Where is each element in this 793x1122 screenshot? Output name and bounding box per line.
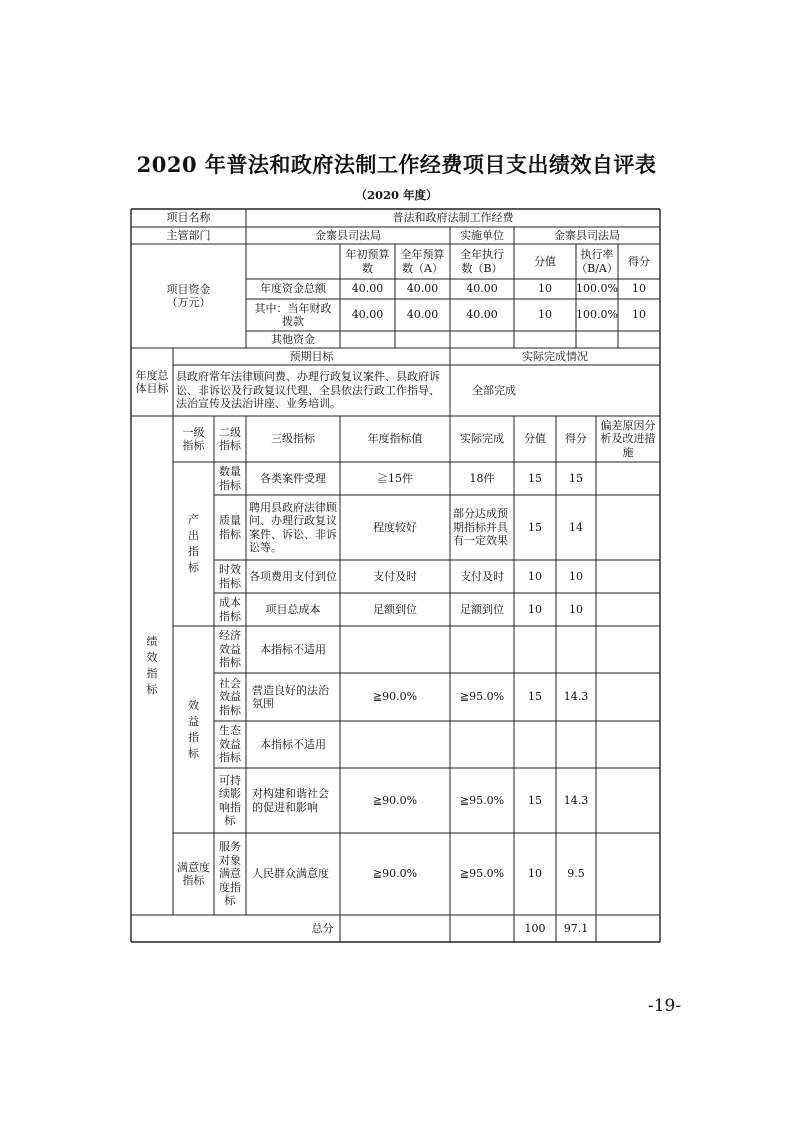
table-row-target: 程度较好 [373,520,417,534]
table-row-target: ≧90.0% [372,793,418,807]
funds-cell: 40.00 [351,308,384,322]
funds-cell: 100.0% [576,308,618,322]
total-label: 总分 [311,921,334,935]
funds-row-other-label: 其他资金 [271,332,315,346]
table-row-level3: 营造良好的法治氛围 [252,683,329,710]
table-row-score: 15 [528,520,542,534]
table-row-level3: 聘用县政府法律顾问、办理行政复议案件、诉讼、非诉讼等。 [249,500,337,554]
table-row-target: ≧90.0% [372,690,418,704]
table-row-level2: 服务对象满意度指标 [219,840,241,908]
table-row-level3: 各类案件受理 [260,471,326,485]
funds-col-initial-budget: 年初预算数 [345,248,390,275]
table-row-level2: 可持续影响指标 [219,773,241,827]
table-row-level3: 人民群众满意度 [252,867,329,881]
table-row-actual: ≧95.0% [459,793,505,807]
table-row-level2: 时效指标 [219,563,241,590]
table-row-score: 10 [528,602,542,616]
table-row-score: 10 [528,867,542,881]
table-row-level2: 成本指标 [219,596,241,623]
table-row-got: 10 [569,602,583,616]
col-level1: 一级指标 [182,425,205,452]
goal-actual-label: 实际完成情况 [522,349,588,363]
table-row-level2: 经济效益指标 [219,629,241,670]
table-row-target: ≧15件 [377,471,413,485]
table-row-actual: 部分达成预期指标并具有一定效果 [453,507,508,548]
table-row-got: 9.5 [567,867,585,881]
goal-label: 年度总体目标 [135,368,169,395]
funds-cell: 40.00 [351,282,384,296]
funds-col-rate: 执行率（B/A） [576,248,618,275]
table-row-got: 14.3 [563,793,589,807]
goal-actual-text: 全部完成 [472,383,516,397]
funds-col-executed: 全年执行数（B） [460,248,504,275]
col-got: 得分 [565,432,587,446]
table-row-actual: 支付及时 [460,569,504,583]
page-title: 2020 年普法和政府法制工作经费项目支出绩效自评表 [136,152,657,177]
table-row-target: ≧90.0% [372,867,418,881]
table-row-target: 足额到位 [373,602,417,616]
project-name-label: 项目名称 [166,211,211,225]
table-row-level3: 项目总成本 [265,602,321,616]
goal-expected-label: 预期目标 [289,349,334,363]
table-row-level3: 本指标不适用 [260,737,326,751]
table-row-actual: ≧95.0% [459,867,505,881]
col-target: 年度指标值 [367,432,423,446]
col-actual: 实际完成 [460,432,504,446]
table-row-got: 10 [569,569,583,583]
funds-cell: 10 [538,282,552,296]
table-row-level3: 对构建和谐社会的促进和影响 [252,787,329,814]
funds-cell: 40.00 [466,282,498,296]
funds-cell: 10 [538,308,552,322]
table-row-level2: 生态效益指标 [219,724,241,765]
col-score: 分值 [524,432,546,446]
impl-label: 实施单位 [460,228,504,242]
table-row-score: 10 [528,569,542,583]
table-row-score: 15 [528,793,542,807]
funds-row-fiscal-label: 其中：当年财政拨款 [254,301,332,328]
total-score: 100 [524,921,546,935]
funds-row-total-label: 年度资金总额 [260,282,326,296]
table-row-score: 15 [528,690,542,704]
col-level3: 三级指标 [271,432,315,446]
table-row-level2: 数量指标 [219,465,241,492]
indicators-label: 绩效指标 [146,634,158,696]
page-number: -19- [648,996,682,1016]
funds-col-score: 分值 [534,254,556,268]
funds-cell: 100.0% [576,282,618,296]
table-row-got: 14.3 [563,690,589,704]
table-row-level3: 本指标不适用 [260,642,326,656]
project-name-value: 普法和政府法制工作经费 [392,211,514,225]
table-row-got: 15 [569,471,583,485]
impl-value: 金寨县司法局 [554,228,620,242]
table-row-actual: 足额到位 [460,602,504,616]
col-reason: 偏差原因分析及改进措施 [600,418,656,459]
group-benefit: 效益指标 [188,698,199,760]
table-row-level3: 各项费用支付到位 [249,569,337,583]
funds-cell: 40.00 [466,308,498,322]
table-row-actual: 18件 [469,471,495,485]
dept-label: 主管部门 [166,228,211,242]
table-row-target: 支付及时 [373,569,417,583]
dept-value: 金寨县司法局 [315,228,381,242]
total-got: 97.1 [563,921,589,935]
table-row-score: 15 [528,471,542,485]
funds-col-full-budget: 全年预算数（A） [400,248,445,275]
funds-label: 项目资金（万元） [166,282,211,309]
group-output: 产出指标 [188,513,199,574]
goal-expected-text: 县政府常年法律顾问费、办理行政复议案件、县政府诉讼、非诉讼及行政复议代理、全县依法行政工作指导、法治宣传及法治讲座、业务培训。 [176,370,440,411]
col-level2: 二级指标 [219,425,241,452]
funds-cell: 40.00 [406,282,439,296]
table-row-level2: 社会效益指标 [219,676,241,717]
group-satisfaction: 满意度指标 [177,860,210,887]
funds-cell: 40.00 [406,308,439,322]
funds-col-got: 得分 [628,254,650,268]
page-subtitle: （2020 年度） [355,188,438,202]
funds-cell: 10 [632,282,646,296]
funds-cell: 10 [632,308,646,322]
table-row-level2: 质量指标 [219,514,241,541]
table-row-got: 14 [569,520,583,534]
table-row-actual: ≧95.0% [459,690,505,704]
